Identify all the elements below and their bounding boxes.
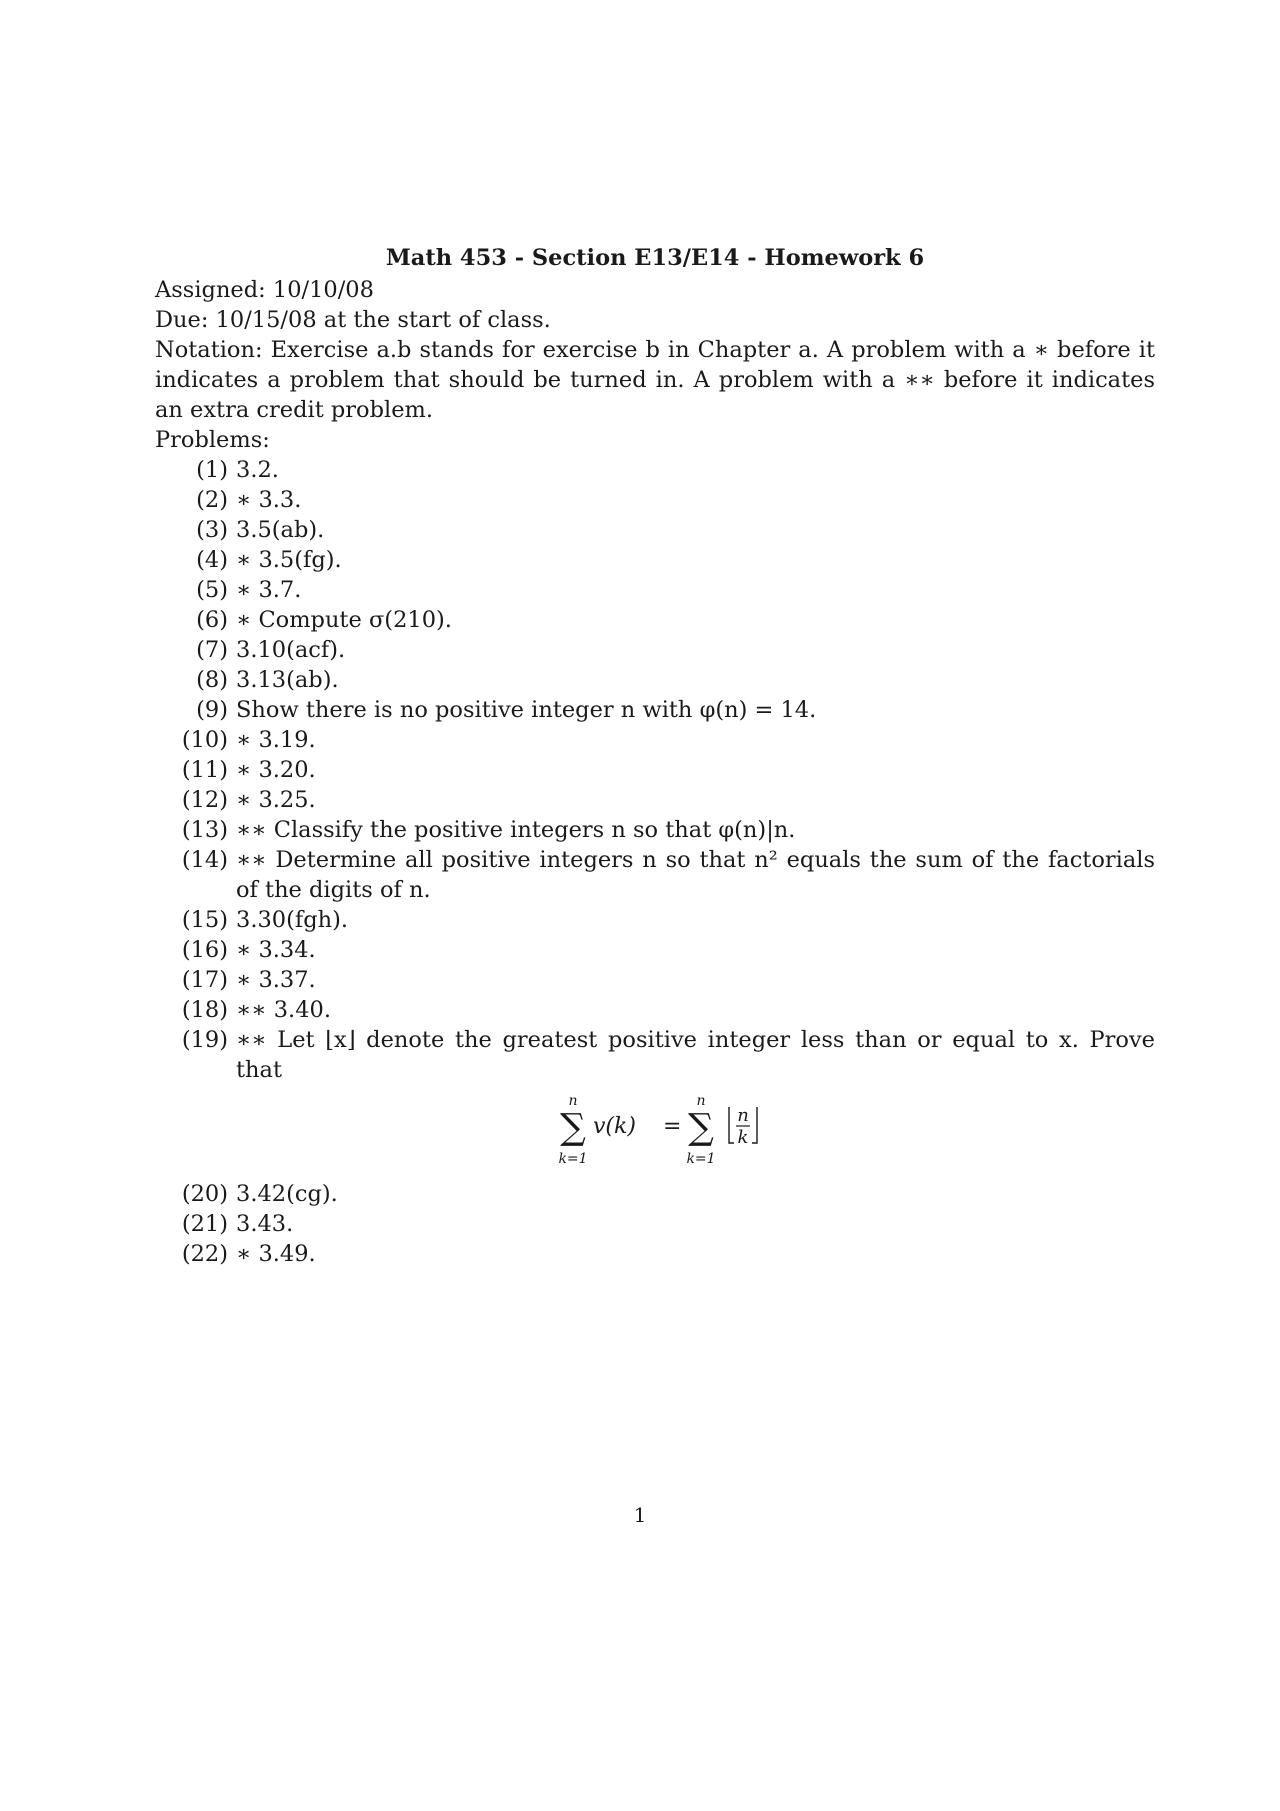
problem-item [155, 575, 1155, 605]
problem-text: ∗∗ Classify the positive integers n so that φ(n)|n. [236, 817, 796, 843]
problem-list-continued [155, 1179, 1155, 1269]
problem-text: 3.42(cg). [236, 1181, 338, 1207]
problem-text: 3.43. [236, 1211, 294, 1237]
rhs-sum-lower-limit: k=1 [686, 1151, 716, 1167]
problem-item [155, 515, 1155, 545]
due-date: Due: 10/15/08 at the start of class. [155, 307, 551, 333]
problem-number: (20) [181, 1181, 228, 1207]
problem-text: ∗ 3.5(fg). [236, 547, 342, 573]
problem-text: 3.13(ab). [236, 667, 339, 693]
notation-paragraph: Notation: Exercise a.b stands for exercise b in Chapter a. A problem with a ∗ before it indicates a problem that should be turned in. A problem with a ∗∗ before it indicates an extra credit problem. [155, 337, 1155, 423]
problem-number: (12) [181, 787, 228, 813]
problem-number: (9) [196, 697, 228, 723]
homework-document [155, 243, 1155, 1269]
problem-item [155, 965, 1155, 995]
problem-text: ∗ 3.37. [236, 967, 316, 993]
problem-text: ∗ Compute σ(210). [236, 607, 452, 633]
problem-text: ∗ 3.3. [236, 487, 302, 513]
problem-text: 3.30(fgh). [236, 907, 349, 933]
problem-text: ∗∗ Determine all positive integers n so that n² equals the sum of the factorials of the digits of n. [236, 847, 1155, 903]
problem-number: (17) [181, 967, 228, 993]
problem-item [155, 935, 1155, 965]
problem-text: ∗ 3.19. [236, 727, 316, 753]
sum-equation-graphic [155, 1085, 1155, 1175]
problem-list [155, 455, 1155, 1085]
problem-number: (21) [181, 1211, 228, 1237]
problem-item [155, 695, 1155, 725]
floor-right-bracket [752, 1107, 757, 1143]
problem-number: (14) [181, 847, 228, 873]
problem-item [155, 725, 1155, 755]
floor-left-bracket [729, 1107, 734, 1143]
problem-item [155, 995, 1155, 1025]
problem-number: (11) [181, 757, 228, 783]
problem-item [155, 665, 1155, 695]
problem-number: (3) [196, 517, 228, 543]
problem-item [155, 1179, 1155, 1209]
rhs-sigma-symbol: ∑ [688, 1107, 714, 1148]
problem-item [155, 1209, 1155, 1239]
problem-text: ∗∗ 3.40. [236, 997, 331, 1023]
problem-text: ∗∗ Let ⌊x⌋ denote the greatest positive integer less than or equal to x. Prove that [236, 1027, 1155, 1083]
problem-item [155, 455, 1155, 485]
problem-text: ∗ 3.49. [236, 1241, 316, 1267]
problem-item [155, 1239, 1155, 1269]
problem-number: (6) [196, 607, 228, 633]
fraction-denominator: k [737, 1127, 749, 1148]
problem-text: 3.10(acf). [236, 637, 346, 663]
assigned-date: Assigned: 10/10/08 [155, 277, 374, 303]
problem-item [155, 1025, 1155, 1085]
lhs-sum-upper-limit: n [568, 1093, 578, 1109]
problem-number: (4) [196, 547, 228, 573]
problem-number: (18) [181, 997, 228, 1023]
problem-number: (7) [196, 637, 228, 663]
problem-item [155, 755, 1155, 785]
problem-number: (10) [181, 727, 228, 753]
problem-text: ∗ 3.20. [236, 757, 316, 783]
problem-number: (8) [196, 667, 228, 693]
problem-item [155, 545, 1155, 575]
rhs-sum-upper-limit: n [696, 1093, 706, 1109]
problem-item [155, 605, 1155, 635]
problem-item [155, 485, 1155, 515]
lhs-term: v(k) [593, 1114, 636, 1139]
display-equation [155, 1085, 1155, 1175]
document-title: Math 453 - Section E13/E14 - Homework 6 [385, 245, 925, 271]
problem-number: (22) [181, 1241, 228, 1267]
problem-number: (5) [196, 577, 228, 603]
fraction-numerator: n [737, 1105, 749, 1126]
equals-sign: = [663, 1114, 682, 1139]
problem-item [155, 785, 1155, 815]
problem-text: Show there is no positive integer n with φ(n) = 14. [236, 697, 817, 723]
problems-label: Problems: [155, 427, 270, 453]
lhs-sigma-symbol: ∑ [560, 1107, 586, 1148]
lhs-sum-lower-limit: k=1 [558, 1151, 588, 1167]
problem-item [155, 845, 1155, 905]
problem-item [155, 815, 1155, 845]
problem-number: (16) [181, 937, 228, 963]
problem-number: (15) [181, 907, 228, 933]
problem-number: (19) [181, 1027, 228, 1053]
page-number: 1 [633, 1503, 647, 1527]
problem-number: (1) [196, 457, 228, 483]
problem-number: (2) [196, 487, 228, 513]
problem-text: ∗ 3.7. [236, 577, 302, 603]
problem-text: 3.2. [236, 457, 279, 483]
problem-item [155, 905, 1155, 935]
problem-text: 3.5(ab). [236, 517, 325, 543]
problem-item [155, 635, 1155, 665]
problem-number: (13) [181, 817, 228, 843]
problem-text: ∗ 3.34. [236, 937, 316, 963]
problem-text: ∗ 3.25. [236, 787, 316, 813]
